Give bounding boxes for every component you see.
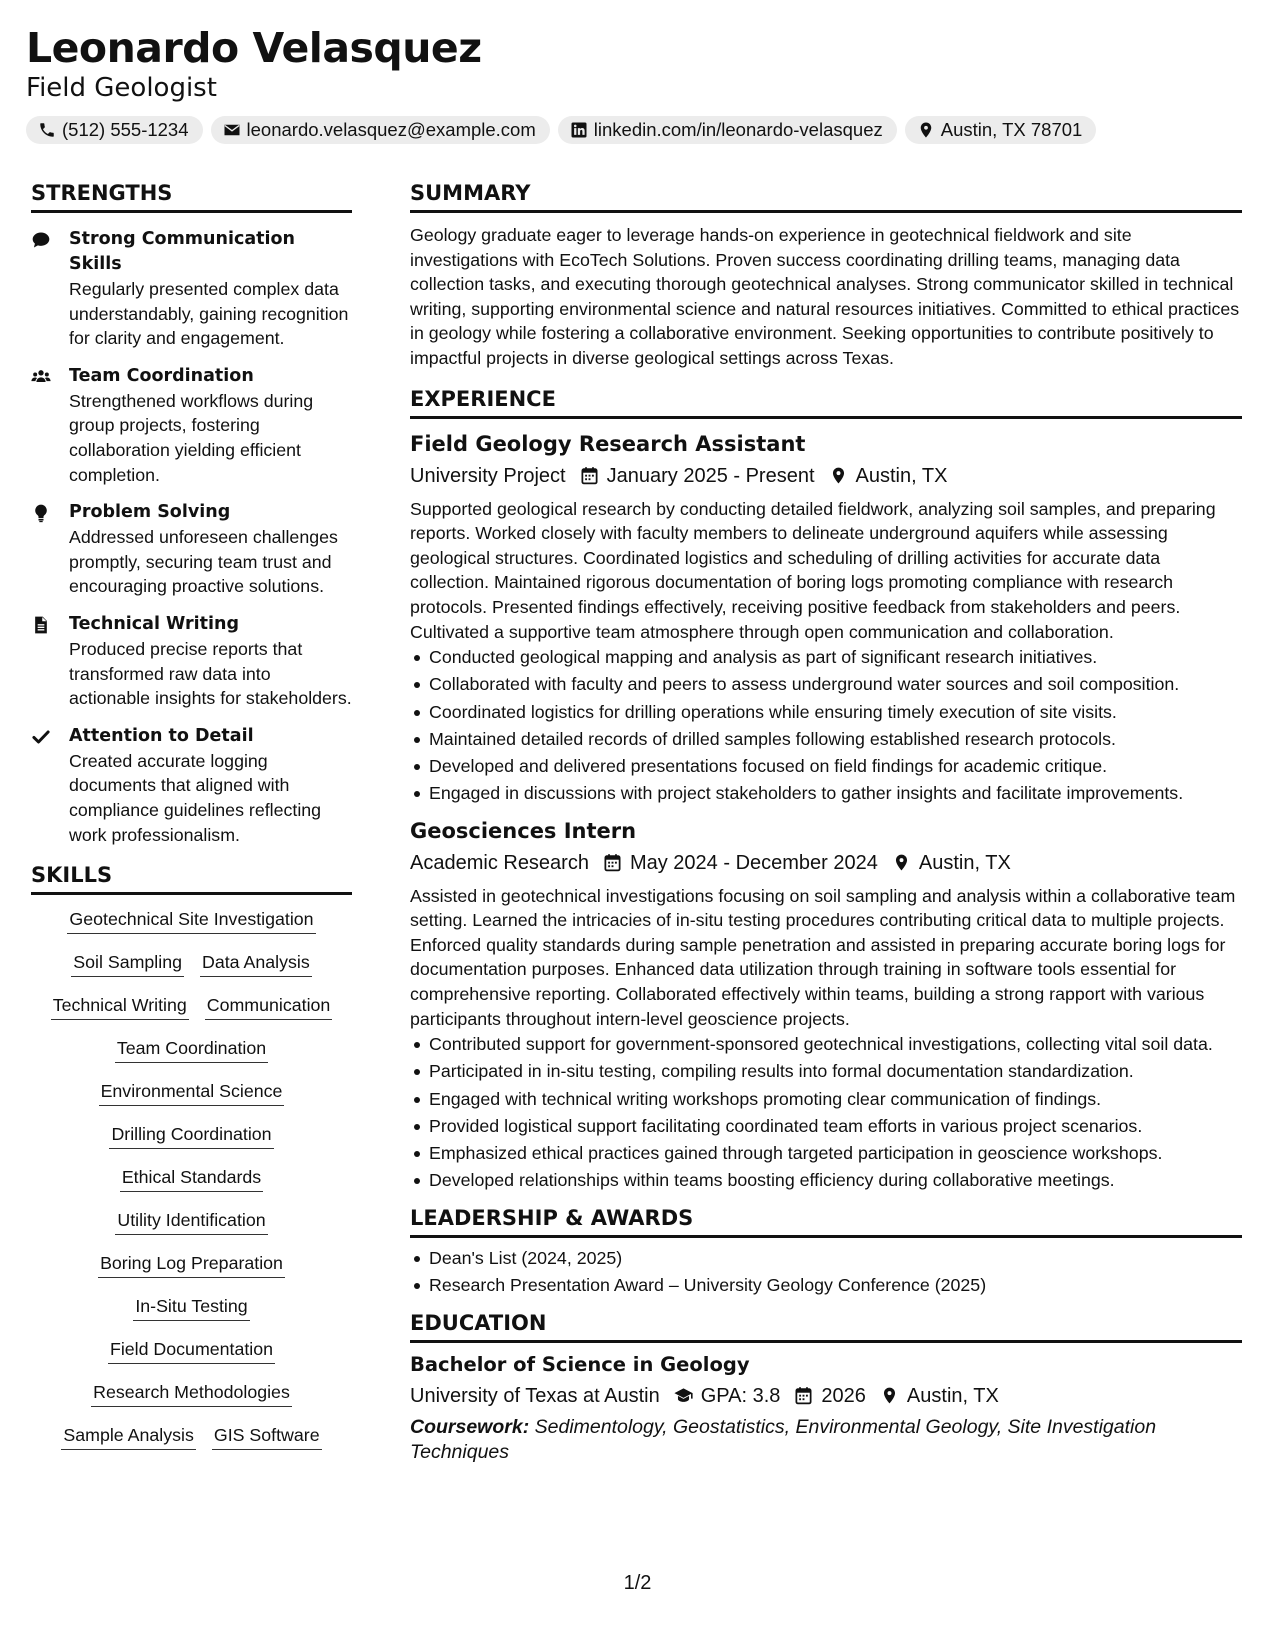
strength-item xyxy=(31,612,352,711)
strength-item xyxy=(31,500,352,599)
phone-icon xyxy=(38,121,56,139)
experience-section xyxy=(410,384,1242,1193)
strength-description: Regularly presented complex data understandably, gaining recognition for clarity and engagement. xyxy=(69,279,349,349)
list-item: Collaborated with faculty and peers to assess underground water sources and soil composition. xyxy=(410,672,1242,697)
page-number: 1/2 xyxy=(623,1572,652,1594)
contact-linkedin[interactable] xyxy=(558,116,897,144)
speech-bubble-icon xyxy=(31,230,51,250)
job-dates: January 2025 - Present xyxy=(606,464,815,487)
job-entry xyxy=(410,816,1242,1193)
skills-section xyxy=(31,860,352,1450)
skill-tag: In-Situ Testing xyxy=(133,1294,249,1321)
job-location: Austin, TX xyxy=(918,851,1011,874)
candidate-title: Field Geologist xyxy=(26,73,217,103)
strength-description: Addressed unforeseen challenges promptly, securing team trust and encouraging proactive solutions. xyxy=(69,527,338,597)
contact-location xyxy=(905,116,1097,144)
strength-description: Created accurate logging documents that aligned with compliance guidelines reflecting work professionalism. xyxy=(69,750,322,845)
list-item: Research Presentation Award – University Geology Conference (2025) xyxy=(410,1273,1242,1298)
school-name: University of Texas at Austin xyxy=(410,1384,660,1407)
education-section xyxy=(410,1308,1242,1465)
map-pin-icon xyxy=(878,853,919,872)
candidate-name: Leonardo Velasquez xyxy=(26,24,482,72)
job-title: Field Geology Research Assistant xyxy=(410,431,806,456)
contact-phone[interactable] xyxy=(26,116,203,144)
skill-tag: Environmental Science xyxy=(99,1079,285,1106)
checkmark-icon xyxy=(31,727,51,747)
right-column xyxy=(410,178,1242,1465)
skill-tag: Ethical Standards xyxy=(120,1165,263,1192)
calendar-icon xyxy=(566,466,607,485)
skill-tag: Communication xyxy=(205,993,333,1020)
skill-tag: Drilling Coordination xyxy=(109,1122,273,1149)
summary-text: Geology graduate eager to leverage hands-on experience in geotechnical fieldwork and site investigations with EcoTech Solutions. Proven success coordinating drilling teams, managing data collection tasks, and executing thorough geotechnical analyses. Strong communicator skilled in technical writing, supporting environmental science and natural resources initiatives. Committed to ethical practices in geology while fostering a collaborative environment. Seeking opportunities to contribute positively to impactful projects in diverse geological settings across Texas. xyxy=(410,225,1240,368)
skill-tag: Soil Sampling xyxy=(71,950,184,977)
job-meta xyxy=(410,461,1242,491)
list-item: Engaged with technical writing workshops promoting clear communication of findings. xyxy=(410,1087,1242,1112)
strength-item xyxy=(31,364,352,487)
job-dates: May 2024 - December 2024 xyxy=(629,851,878,874)
resume-header xyxy=(26,22,1256,144)
leadership-section xyxy=(410,1203,1242,1298)
skill-tag: Geotechnical Site Investigation xyxy=(67,907,315,934)
users-icon xyxy=(31,367,51,387)
job-meta xyxy=(410,848,1242,878)
strength-title: Team Coordination xyxy=(69,365,254,386)
education-location: Austin, TX xyxy=(906,1384,999,1407)
contact-bar xyxy=(26,116,1256,144)
list-item: Participated in in-situ testing, compiling results into formal documentation standardization. xyxy=(410,1059,1242,1084)
strength-title: Strong Communication Skills xyxy=(69,229,295,274)
list-item: Maintained detailed records of drilled samples following established research protocols. xyxy=(410,727,1242,752)
skill-tag: Research Methodologies xyxy=(91,1380,292,1407)
skill-tag: Team Coordination xyxy=(115,1036,268,1063)
strength-item xyxy=(31,724,352,847)
list-item: Engaged in discussions with project stakeholders to gather insights and facilitate improvements. xyxy=(410,781,1242,806)
job-description: Supported geological research by conducting detailed fieldwork, analyzing soil samples, and preparing reports. Worked closely with faculty members to delineate underground aquifers while assessing geological structures. Coordinated logistics and scheduling of drilling activities for accurate data collection. Maintained rigorous documentation of boring logs promoting compliance with research protocols. Presented findings effectively, receiving positive feedback from stakeholders and peers. Cultivated a supportive team atmosphere through open communication and collaboration. xyxy=(410,498,1216,642)
job-bullets xyxy=(410,1032,1242,1193)
list-item: Developed and delivered presentations focused on field findings for academic critique. xyxy=(410,754,1242,779)
job-organization: Academic Research xyxy=(410,851,589,874)
map-pin-icon xyxy=(917,121,935,139)
contact-email-text: leonardo.velasquez@example.com xyxy=(246,119,536,140)
coursework-list: Sedimentology, Geostatistics, Environmental Geology, Site Investigation Techniques xyxy=(410,1415,1157,1463)
education-heading: EDUCATION xyxy=(410,1308,1242,1343)
strength-item xyxy=(31,227,352,351)
skills-list xyxy=(31,907,352,1450)
list-item: Contributed support for government-sponsored geotechnical investigations, collecting vital soil data. xyxy=(410,1032,1242,1057)
list-item: Developed relationships within teams boosting efficiency during collaborative meetings. xyxy=(410,1168,1242,1193)
coursework xyxy=(410,1415,1242,1465)
envelope-icon xyxy=(223,121,241,139)
job-organization: University Project xyxy=(410,464,566,487)
summary-heading: SUMMARY xyxy=(410,178,1242,213)
calendar-icon xyxy=(780,1386,821,1405)
education-meta xyxy=(410,1381,1242,1411)
list-item: Provided logistical support facilitating coordinated team efforts in various project scenarios. xyxy=(410,1114,1242,1139)
strength-title: Technical Writing xyxy=(69,613,240,634)
graduation-cap-icon xyxy=(660,1386,701,1405)
job-bullets xyxy=(410,645,1242,806)
job-location: Austin, TX xyxy=(855,464,948,487)
list-item: Dean's List (2024, 2025) xyxy=(410,1246,1242,1271)
strength-description: Produced precise reports that transformed raw data into actionable insights for stakeholders. xyxy=(69,638,352,709)
skill-tag: Field Documentation xyxy=(108,1337,275,1364)
skill-tag: GIS Software xyxy=(212,1423,322,1450)
strengths-section xyxy=(31,178,352,847)
skill-tag: Technical Writing xyxy=(51,993,189,1020)
strengths-heading: STRENGTHS xyxy=(31,178,352,213)
document-icon xyxy=(31,615,51,635)
graduation-year: 2026 xyxy=(821,1384,866,1407)
skill-tag: Boring Log Preparation xyxy=(98,1251,285,1278)
list-item: Emphasized ethical practices gained through targeted participation in geoscience workshops. xyxy=(410,1141,1242,1166)
job-description: Assisted in geotechnical investigations focusing on soil sampling and analysis within a collaborative team setting. Learned the intricacies of in-situ testing procedures contributing critical data to multiple projects. Enforced quality standards during sample penetration and assisted in preparing accurate boring logs for documentation purposes. Enhanced data utilization through training in software tools essential for comprehensive reporting. Collaborated effectively within teams, building a strong rapport with various participants throughout intern-level geoscience projects. xyxy=(410,885,1236,1029)
experience-heading: EXPERIENCE xyxy=(410,384,1242,419)
job-entry xyxy=(410,429,1242,806)
list-item: Coordinated logistics for drilling operations while ensuring timely execution of site visits. xyxy=(410,700,1242,725)
contact-phone-text: (512) 555-1234 xyxy=(62,119,189,140)
skills-heading: SKILLS xyxy=(31,860,352,895)
map-pin-icon xyxy=(866,1386,907,1405)
job-title: Geosciences Intern xyxy=(410,818,637,843)
coursework-label: Coursework: xyxy=(410,1415,530,1438)
strengths-list xyxy=(31,227,352,847)
degree-title: Bachelor of Science in Geology xyxy=(410,1352,750,1376)
contact-email[interactable] xyxy=(211,116,550,144)
strength-title: Attention to Detail xyxy=(69,725,254,746)
list-item: Conducted geological mapping and analysis as part of significant research initiatives. xyxy=(410,645,1242,670)
map-pin-icon xyxy=(815,466,856,485)
lightbulb-icon xyxy=(31,503,51,523)
calendar-icon xyxy=(589,853,630,872)
awards-list xyxy=(410,1246,1242,1298)
contact-linkedin-text: linkedin.com/in/leonardo-velasquez xyxy=(593,119,883,140)
strength-title: Problem Solving xyxy=(69,502,231,523)
leadership-heading: LEADERSHIP & AWARDS xyxy=(410,1203,1242,1238)
contact-location-text: Austin, TX 78701 xyxy=(940,119,1083,140)
linkedin-icon xyxy=(570,121,588,139)
skill-tag: Sample Analysis xyxy=(61,1423,195,1450)
gpa-value: GPA: 3.8 xyxy=(700,1384,781,1407)
left-column xyxy=(31,178,352,1450)
skill-tag: Data Analysis xyxy=(200,950,312,977)
summary-section xyxy=(410,178,1242,371)
strength-description: Strengthened workflows during group projects, fostering collaboration yielding efficient completion. xyxy=(69,390,314,485)
skill-tag: Utility Identification xyxy=(115,1208,267,1235)
